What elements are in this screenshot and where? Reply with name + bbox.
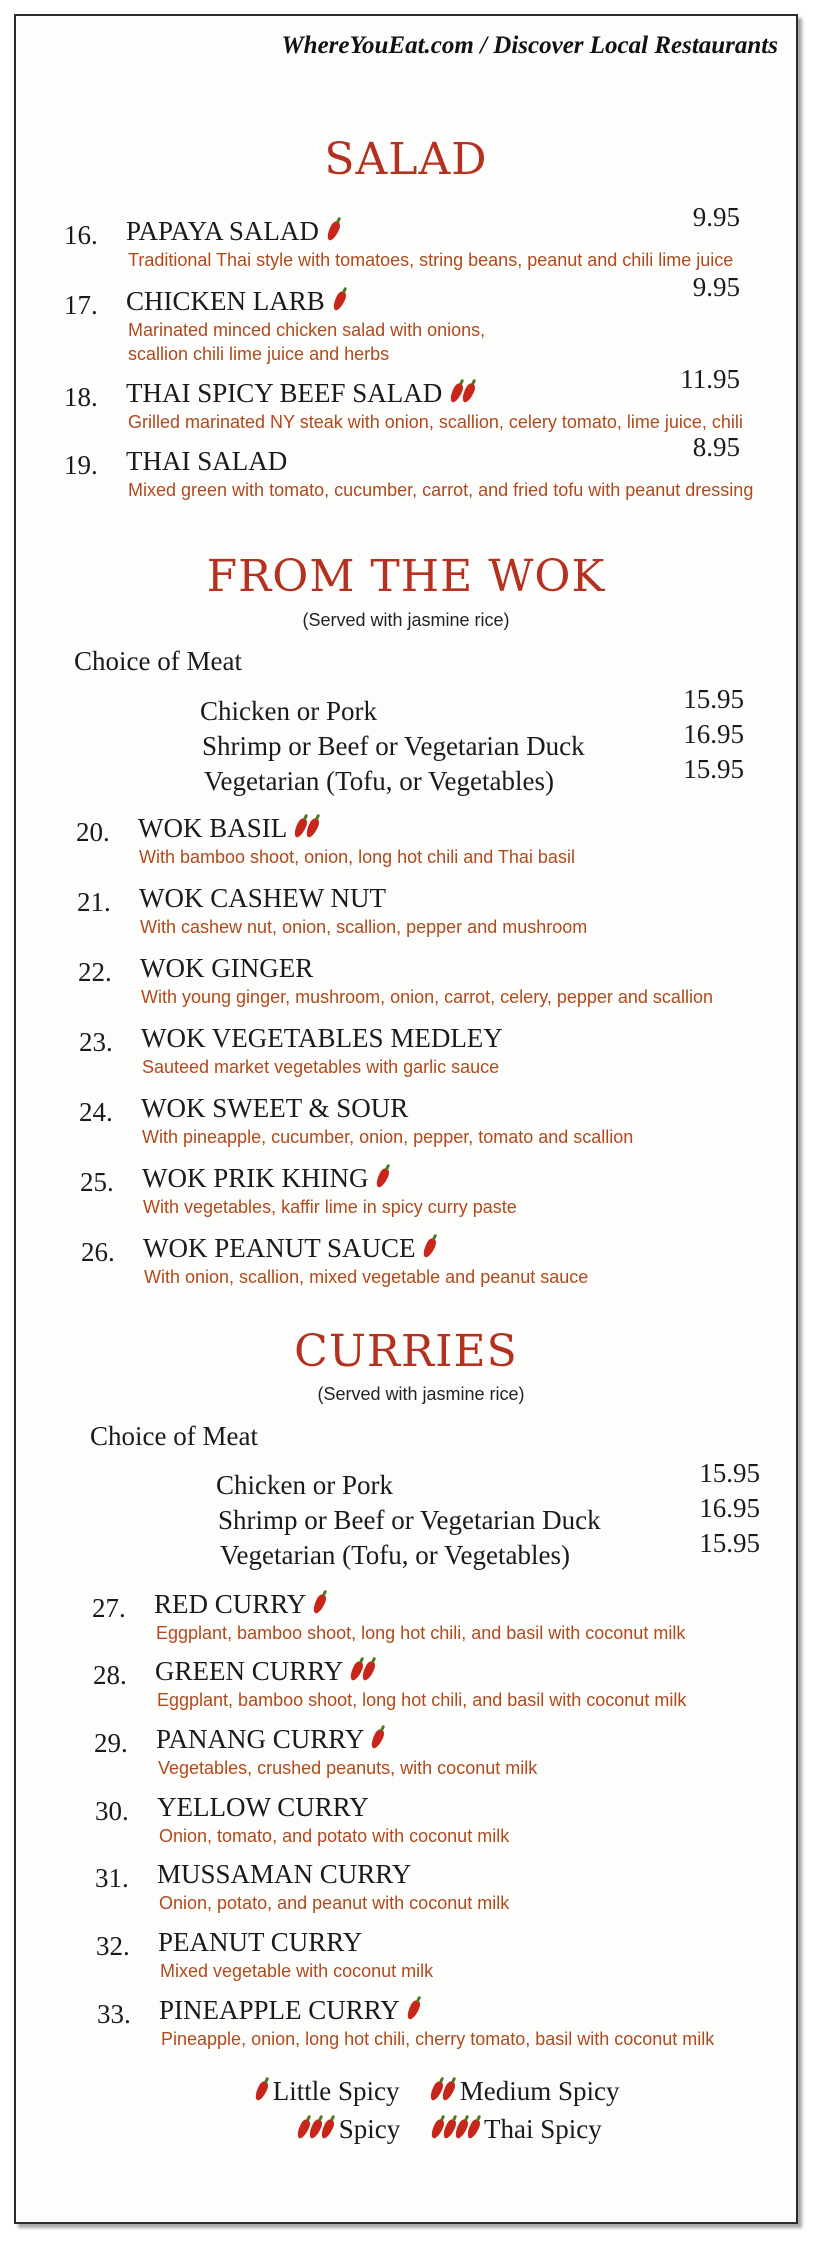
item-number: 32.	[96, 1931, 130, 1961]
chili-icon	[374, 1167, 391, 1189]
legend-row-2	[296, 2114, 602, 2145]
item-price: 9.95	[692, 202, 740, 232]
item-number: 33.	[97, 1999, 131, 2029]
item-number: 28.	[93, 1660, 127, 1690]
item-name	[159, 1995, 418, 2026]
item-name-text: WOK GINGER	[140, 953, 314, 983]
meat-choice-price: 15.95	[699, 1528, 760, 1558]
item-description: Onion, potato, and peanut with coconut milk	[159, 1893, 510, 1913]
item-number: 31.	[95, 1863, 129, 1893]
item-name-text: THAI SALAD	[126, 446, 288, 476]
item-name-text: WOK PEANUT SAUCE	[143, 1233, 416, 1263]
site-header: WhereYouEat.com / Discover Local Restaurants	[281, 32, 778, 59]
item-number: 21.	[77, 887, 111, 917]
item-number: 23.	[79, 1027, 113, 1057]
item-name-text: WOK SWEET & SOUR	[141, 1093, 409, 1123]
item-name	[155, 1656, 373, 1687]
item-name	[157, 1859, 411, 1890]
item-number: 18.	[64, 382, 98, 412]
item-description: With vegetables, kaffir lime in spicy curry paste	[143, 1197, 517, 1217]
item-name-text: CHICKEN LARB	[126, 286, 325, 316]
item-name	[126, 216, 338, 247]
wok-choice-label: Choice of Meat	[74, 646, 242, 676]
meat-choice: Chicken or Pork	[216, 1470, 393, 1500]
item-name-text: PANANG CURRY	[156, 1724, 364, 1754]
item-name-text: WOK VEGETABLES MEDLEY	[141, 1023, 503, 1053]
meat-choice-price: 15.95	[683, 754, 744, 784]
item-price: 8.95	[692, 432, 740, 462]
item-description: Onion, tomato, and potato with coconut milk	[159, 1826, 510, 1846]
item-name-text: PAPAYA SALAD	[126, 216, 319, 246]
item-description: With onion, scallion, mixed vegetable and peanut sauce	[144, 1267, 589, 1287]
item-name	[126, 446, 287, 477]
item-name-text: RED CURRY	[154, 1589, 306, 1619]
legend-little-spicy: Little Spicy	[272, 2076, 400, 2106]
item-name	[126, 286, 344, 317]
item-name-text: WOK BASIL	[138, 813, 287, 843]
wok-note: (Served with jasmine rice)	[302, 610, 510, 630]
item-description: Eggplant, bamboo shoot, long hot chili, and basil with coconut milk	[157, 1690, 687, 1710]
curries-choice-label: Choice of Meat	[90, 1421, 258, 1451]
item-number: 16.	[64, 220, 98, 250]
item-name	[138, 813, 317, 844]
chili-icon	[405, 1999, 422, 2021]
item-number: 19.	[64, 450, 98, 480]
item-name	[158, 1927, 362, 1958]
item-name	[157, 1792, 369, 1823]
meat-choice-price: 15.95	[683, 684, 744, 714]
item-description: Mixed green with tomato, cucumber, carrot, and fried tofu with peanut dressing	[128, 480, 754, 500]
item-name	[154, 1589, 324, 1620]
item-description: Sauteed market vegetables with garlic sauce	[142, 1057, 500, 1077]
curries-note: (Served with jasmine rice)	[317, 1384, 525, 1404]
item-number: 25.	[80, 1167, 114, 1197]
legend-row-1	[254, 2076, 619, 2107]
section-title-curries: CURRIES	[294, 1326, 518, 1377]
item-name-text: MUSSAMAN CURRY	[157, 1859, 412, 1889]
item-name-text: GREEN CURRY	[155, 1656, 343, 1686]
item-number: 26.	[81, 1237, 115, 1267]
item-description: With bamboo shoot, onion, long hot chili and Thai basil	[139, 847, 575, 867]
chili-icon	[331, 290, 348, 312]
item-name-text: PEANUT CURRY	[158, 1927, 363, 1957]
item-name	[143, 1233, 434, 1264]
meat-choice: Vegetarian (Tofu, or Vegetables)	[220, 1540, 570, 1570]
chili-icon	[325, 220, 342, 242]
chili-icon	[253, 2080, 270, 2102]
item-name-text: WOK PRIK KHING	[142, 1163, 369, 1193]
item-number: 30.	[95, 1796, 129, 1826]
item-description: Pineapple, onion, long hot chili, cherry tomato, basil with coconut milk	[161, 2029, 715, 2049]
item-price: 11.95	[680, 364, 740, 394]
item-number: 17.	[64, 290, 98, 320]
chili-icon	[421, 1237, 438, 1259]
meat-choice: Vegetarian (Tofu, or Vegetables)	[204, 766, 554, 796]
item-name-text: THAI SPICY BEEF SALAD	[126, 378, 443, 408]
item-name	[126, 378, 473, 409]
item-description: Marinated minced chicken salad with onions,	[128, 320, 486, 340]
item-number: 24.	[79, 1097, 113, 1127]
item-number: 27.	[92, 1593, 126, 1623]
item-number: 22.	[78, 957, 112, 987]
item-description: With young ginger, mushroom, onion, carrot, celery, pepper and scallion	[141, 987, 713, 1007]
meat-choice-price: 15.95	[699, 1458, 760, 1488]
legend-thai-spicy: Thai Spicy	[484, 2114, 602, 2144]
item-description: Traditional Thai style with tomatoes, string beans, peanut and chili lime juice	[128, 250, 734, 270]
item-name-text: YELLOW CURRY	[157, 1792, 369, 1822]
chili-icon	[311, 1593, 328, 1615]
meat-choice: Chicken or Pork	[200, 696, 377, 726]
chili-icon	[369, 1728, 386, 1750]
section-title-salad: SALAD	[324, 134, 488, 185]
menu-page	[14, 14, 798, 2224]
item-description: With pineapple, cucumber, onion, pepper, tomato and scallion	[142, 1127, 634, 1147]
item-description: Vegetables, crushed peanuts, with coconut milk	[158, 1758, 538, 1778]
item-number: 29.	[94, 1728, 128, 1758]
meat-choice-price: 16.95	[699, 1493, 760, 1523]
item-name	[156, 1724, 382, 1755]
meat-choice: Shrimp or Beef or Vegetarian Duck	[218, 1505, 601, 1535]
item-description: Mixed vegetable with coconut milk	[160, 1961, 434, 1981]
item-name-text: PINEAPPLE CURRY	[159, 1995, 399, 2025]
legend-medium-spicy: Medium Spicy	[459, 2076, 620, 2106]
legend-spicy: Spicy	[338, 2114, 401, 2144]
item-description: Grilled marinated NY steak with onion, scallion, celery tomato, lime juice, chili	[128, 412, 743, 432]
item-name	[141, 1093, 408, 1124]
item-price: 9.95	[692, 272, 740, 302]
item-name	[139, 883, 386, 914]
meat-choice-price: 16.95	[683, 719, 744, 749]
item-description: With cashew nut, onion, scallion, pepper and mushroom	[140, 917, 588, 937]
item-name	[141, 1023, 503, 1054]
meat-choice: Shrimp or Beef or Vegetarian Duck	[202, 731, 585, 761]
section-title-wok: FROM THE WOK	[206, 551, 606, 602]
item-name	[140, 953, 313, 984]
item-description: Eggplant, bamboo shoot, long hot chili, and basil with coconut milk	[156, 1623, 686, 1643]
item-name-text: WOK CASHEW NUT	[139, 883, 386, 913]
item-name	[142, 1163, 387, 1194]
item-number: 20.	[76, 817, 110, 847]
item-description: scallion chili lime juice and herbs	[128, 344, 390, 364]
